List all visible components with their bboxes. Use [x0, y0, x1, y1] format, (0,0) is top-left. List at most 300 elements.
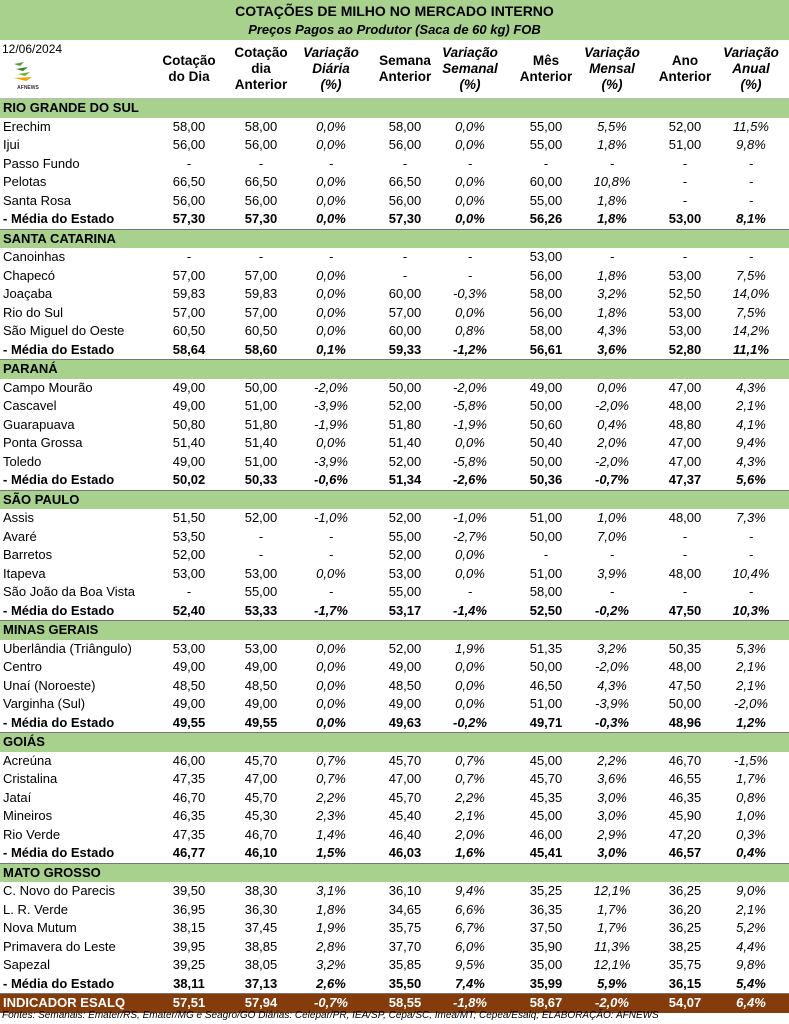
cell-col-1: 45,70 — [244, 789, 278, 805]
cell-col-2: 0,7% — [316, 771, 346, 786]
cell-col-2: -2,0% — [314, 379, 348, 395]
cell-col-4: -1,0% — [453, 510, 487, 525]
row-label: Pelotas — [3, 174, 47, 189]
cell-col-3: 45,40 — [388, 808, 422, 823]
cell-col-1: 59,83 — [244, 286, 278, 301]
cell-col-8: - — [748, 528, 754, 544]
cell-col-5: - — [543, 547, 549, 562]
row-label: Erechim — [3, 118, 51, 134]
cell-col-4: 1,9% — [455, 640, 485, 656]
table-row — [0, 938, 789, 957]
cell-col-7: 52,80 — [668, 341, 702, 357]
cell-col-1: 50,00 — [244, 379, 278, 395]
row-label: Varginha (Sul) — [3, 696, 86, 711]
cell-col-0: 57,00 — [172, 267, 206, 283]
cell-col-0: 57,30 — [172, 211, 206, 226]
cell-col-5: 46,00 — [529, 826, 563, 842]
cell-col-8: 5,3% — [736, 640, 766, 656]
cell-col-7: - — [682, 155, 688, 171]
row-label: Avaré — [3, 528, 37, 544]
cell-col-2: 0,0% — [316, 192, 346, 208]
row-label: Sapezal — [3, 957, 50, 972]
cell-col-7: 48,00 — [668, 659, 702, 674]
cell-col-4: 2,0% — [455, 826, 485, 842]
cell-col-2: 0,0% — [316, 211, 346, 226]
cell-col-3: 51,80 — [388, 416, 422, 432]
cell-col-7: 47,50 — [668, 602, 702, 618]
cell-col-7: 47,50 — [668, 677, 702, 693]
cell-col-5: - — [543, 155, 549, 171]
table-row — [0, 658, 789, 677]
cell-col-0: 66,50 — [172, 174, 206, 189]
cell-col-7: 48,80 — [668, 416, 702, 432]
cell-col-0: 49,00 — [172, 453, 206, 469]
cell-col-6: 4,3% — [597, 323, 627, 338]
cell-col-4: -1,9% — [453, 416, 487, 432]
cell-col-2: 0,0% — [316, 286, 346, 301]
cell-col-2: 0,0% — [316, 267, 346, 283]
cell-col-6: -2,0% — [595, 659, 629, 674]
section-title: MINAS GERAIS — [3, 622, 99, 637]
state-average-row — [0, 844, 789, 864]
cell-col-8: - — [748, 547, 754, 562]
cell-col-2: -3,9% — [314, 398, 348, 413]
cell-col-4: 0,0% — [455, 435, 485, 450]
cell-col-0: - — [186, 155, 192, 171]
cell-col-5: 49,00 — [529, 379, 563, 395]
cell-col-3: 48,50 — [388, 677, 422, 693]
cell-col-2: 0,0% — [316, 714, 346, 730]
cell-col-6: 5,9% — [597, 975, 627, 991]
cell-col-7: 46,35 — [668, 789, 702, 805]
cell-col-6: 3,6% — [597, 771, 627, 786]
cell-col-0: 53,50 — [172, 528, 206, 544]
cell-col-0: 59,83 — [172, 286, 206, 301]
cell-col-5: 49,71 — [529, 714, 563, 730]
cell-col-4: -0,2% — [453, 714, 487, 730]
cell-col-8: 7,5% — [736, 304, 766, 320]
cell-col-5: 35,99 — [529, 975, 563, 991]
row-label: Acreúna — [3, 752, 52, 768]
cell-col-0: 53,00 — [172, 565, 206, 581]
row-label: Jataí — [3, 789, 32, 805]
cell-col-7: 36,20 — [668, 901, 702, 917]
cell-col-8: 2,1% — [736, 659, 766, 674]
cell-col-8: - — [748, 584, 754, 599]
cell-col-2: 2,2% — [316, 789, 346, 805]
cell-col-0: 52,00 — [172, 547, 206, 562]
cell-col-5: 45,41 — [529, 845, 563, 860]
cell-col-0: - — [186, 584, 192, 599]
cell-col-8: 0,8% — [736, 789, 766, 805]
cell-col-8: 0,4% — [736, 845, 766, 860]
cell-col-8: - — [748, 192, 754, 208]
cell-col-0: 46,00 — [172, 752, 206, 768]
cell-col-1: 57,00 — [244, 267, 278, 283]
cell-col-4: 0,0% — [455, 565, 485, 581]
section-title: SANTA CATARINA — [3, 230, 116, 246]
cell-col-0: 39,25 — [172, 957, 206, 972]
cell-col-5: 45,00 — [529, 752, 563, 768]
cell-col-1: 51,00 — [244, 398, 278, 413]
cell-col-1: - — [258, 547, 264, 562]
cell-col-0: 39,50 — [172, 883, 206, 898]
cell-col-8: 4,4% — [736, 938, 766, 954]
cell-col-6: -3,9% — [595, 696, 629, 711]
section-header — [0, 621, 789, 640]
row-label: - Média do Estado — [3, 211, 115, 226]
state-average-row — [0, 975, 789, 995]
cell-col-1: - — [258, 528, 264, 544]
cell-col-2: 0,0% — [316, 659, 346, 674]
cell-col-7: 52,00 — [668, 118, 702, 134]
cell-col-2: - — [328, 528, 334, 544]
table-row — [0, 155, 789, 174]
cell-col-0: 56,00 — [172, 137, 206, 152]
column-header-5: Mês Anterior — [519, 53, 573, 84]
cell-col-3: 66,50 — [388, 174, 422, 189]
table-row — [0, 192, 789, 211]
cell-col-5: 45,00 — [529, 808, 563, 823]
cell-col-1: 66,50 — [244, 174, 278, 189]
cell-col-4: 0,0% — [455, 211, 485, 226]
cell-col-6: 1,8% — [597, 192, 627, 208]
table-row — [0, 379, 789, 398]
cell-col-8: 4,3% — [736, 379, 766, 395]
cell-col-1: 46,10 — [244, 845, 278, 860]
section-header — [0, 230, 789, 249]
cell-col-3: 56,00 — [388, 192, 422, 208]
table-row — [0, 565, 789, 584]
table-row — [0, 528, 789, 547]
cell-col-1: 52,00 — [244, 510, 278, 525]
cell-col-6: 3,6% — [597, 341, 627, 357]
section-title: RIO GRANDE DO SUL — [3, 100, 139, 115]
cell-col-6: 7,0% — [597, 528, 627, 544]
cell-col-3: 52,00 — [388, 510, 422, 525]
cell-col-6: 2,2% — [597, 752, 627, 768]
cell-col-5: 51,35 — [529, 640, 563, 656]
cell-col-3: 52,00 — [388, 398, 422, 413]
column-header-4: Variação Semanal (%) — [442, 45, 498, 92]
state-average-row — [0, 714, 789, 734]
cell-col-1: 57,00 — [244, 304, 278, 320]
cell-col-4: 7,4% — [455, 975, 485, 991]
cell-col-6: - — [609, 547, 615, 562]
cell-col-4: 9,5% — [455, 957, 485, 972]
cell-col-0: 50,80 — [172, 416, 206, 432]
cell-col-6: 2,9% — [597, 826, 627, 842]
cell-col-0: 49,00 — [172, 398, 206, 413]
row-label: - Média do Estado — [3, 602, 115, 618]
cell-col-4: -2,0% — [453, 379, 487, 395]
cell-col-7: 52,50 — [668, 286, 702, 301]
column-header-8: Variação Anual (%) — [723, 45, 779, 92]
logo-text: AFNEWS — [17, 85, 39, 91]
table-row — [0, 956, 789, 975]
cell-col-4: -0,3% — [453, 286, 487, 301]
column-header-6: Variação Mensal (%) — [584, 45, 640, 92]
cell-col-7: 48,00 — [668, 510, 702, 525]
cell-col-8: 5,2% — [736, 920, 766, 935]
row-label: Ponta Grossa — [3, 435, 83, 450]
cell-col-6: -0,2% — [595, 602, 629, 618]
cell-col-2: 1,9% — [316, 920, 346, 935]
cell-col-5: 56,26 — [529, 211, 563, 226]
cell-col-3: 57,00 — [388, 304, 422, 320]
cell-col-6: 3,0% — [597, 789, 627, 805]
cell-col-6: 1,7% — [597, 920, 627, 935]
cell-col-7: 36,15 — [668, 975, 702, 991]
cell-col-3: 55,00 — [388, 584, 422, 599]
cell-col-1: - — [258, 249, 264, 264]
cell-col-6: 1,8% — [597, 267, 627, 283]
cell-col-0: 57,00 — [172, 304, 206, 320]
cell-col-2: - — [328, 584, 334, 599]
row-label: Canoinhas — [3, 249, 66, 264]
cell-col-7: 47,37 — [668, 472, 702, 487]
cell-col-6: -2,0% — [595, 995, 629, 1010]
table-row — [0, 752, 789, 771]
cell-col-4: -5,8% — [453, 453, 487, 469]
cell-col-5: 53,00 — [529, 249, 563, 264]
cell-col-7: - — [682, 584, 688, 599]
row-label: Guarapuava — [3, 416, 75, 432]
cell-col-6: 11,3% — [594, 938, 630, 954]
state-average-row — [0, 471, 789, 491]
cell-col-5: 50,00 — [529, 398, 563, 413]
cell-col-2: -1,7% — [314, 602, 348, 618]
cell-col-4: 9,4% — [455, 883, 485, 898]
cell-col-3: - — [402, 249, 408, 264]
cell-col-4: -1,2% — [453, 341, 487, 357]
cell-col-2: 2,8% — [316, 938, 346, 954]
cell-col-7: - — [682, 174, 688, 189]
cell-col-0: 39,95 — [172, 938, 206, 954]
section-title: PARANÁ — [3, 361, 58, 376]
cell-col-8: 8,1% — [736, 211, 766, 226]
cell-col-2: - — [328, 155, 334, 171]
table-row — [0, 807, 789, 826]
cell-col-5: 50,00 — [529, 453, 563, 469]
cell-col-7: 53,00 — [668, 304, 702, 320]
table-row — [0, 901, 789, 920]
row-label: - Média do Estado — [3, 975, 115, 991]
table-row — [0, 136, 789, 155]
cell-col-7: 47,00 — [668, 379, 702, 395]
table-row — [0, 397, 789, 416]
cell-col-3: 60,00 — [388, 323, 422, 338]
cell-col-3: 35,75 — [388, 920, 422, 935]
cell-col-2: 3,1% — [316, 883, 346, 898]
cell-col-2: -3,9% — [314, 453, 348, 469]
cell-col-4: 6,6% — [455, 901, 485, 917]
cell-col-2: 0,0% — [316, 640, 346, 656]
cell-col-2: 2,6% — [316, 975, 346, 991]
cell-col-0: 49,00 — [172, 379, 206, 395]
section-header — [0, 491, 789, 510]
cell-col-8: 9,4% — [736, 435, 766, 450]
footer-sources: Fontes: Semanais: Emater/RS, Emater/MG e Seagro/GO Diárias: Celepar/PR, IEA/SP, Cepa/SC, Imea/MT; Cepea/Esalq; ELABORAÇÃO: AFNEWS — [2, 1010, 659, 1021]
cell-col-8: 11,5% — [733, 118, 769, 134]
cell-col-6: 3,0% — [597, 845, 627, 860]
table-row — [0, 416, 789, 435]
cell-col-4: -2,6% — [453, 472, 487, 487]
cell-col-2: 0,0% — [316, 696, 346, 711]
row-label: Passo Fundo — [3, 155, 80, 171]
cell-col-8: - — [748, 174, 754, 189]
date-label: 12/06/2024 — [2, 42, 63, 56]
row-label: Rio Verde — [3, 826, 61, 842]
cell-col-8: 5,4% — [736, 975, 766, 991]
cell-col-0: 46,77 — [172, 845, 206, 860]
cell-col-6: -0,3% — [595, 714, 629, 730]
row-label: INDICADOR ESALQ — [3, 995, 126, 1010]
cell-col-6: -2,0% — [595, 453, 629, 469]
cell-col-6: 10,8% — [593, 174, 631, 189]
table-row — [0, 583, 789, 602]
section-header — [0, 864, 789, 883]
cell-col-3: 52,00 — [388, 640, 422, 656]
cell-col-6: - — [609, 155, 615, 171]
cell-col-8: 1,7% — [736, 771, 766, 786]
cell-col-5: 55,00 — [529, 192, 563, 208]
cell-col-0: 47,35 — [172, 771, 206, 786]
cell-col-6: 0,0% — [597, 379, 627, 395]
cell-col-3: 35,50 — [388, 975, 422, 991]
table-row — [0, 285, 789, 304]
cell-col-2: 2,3% — [316, 808, 346, 823]
cell-col-5: 58,00 — [529, 323, 563, 338]
cell-col-3: 58,55 — [388, 995, 422, 1010]
row-label: - Média do Estado — [3, 472, 115, 487]
cell-col-2: 0,0% — [316, 304, 346, 320]
row-label: Ijui — [3, 137, 20, 152]
cell-col-3: 36,10 — [388, 883, 422, 898]
cell-col-7: 48,00 — [668, 398, 702, 413]
cell-col-8: 14,0% — [732, 286, 770, 301]
column-header-2: Variação Diária (%) — [303, 45, 359, 92]
cell-col-6: 3,2% — [597, 286, 627, 301]
cell-col-3: 45,70 — [388, 752, 422, 768]
table-row — [0, 173, 789, 192]
cell-col-4: 6,7% — [455, 920, 485, 935]
row-label: L. R. Verde — [3, 901, 69, 917]
row-label: Nova Mutum — [3, 920, 77, 935]
state-average-row — [0, 210, 789, 230]
cell-col-6: 1,7% — [597, 901, 627, 917]
cell-col-4: 0,7% — [455, 771, 485, 786]
cell-col-5: 55,00 — [529, 118, 563, 134]
cell-col-1: 58,00 — [244, 118, 278, 134]
table-row — [0, 267, 789, 286]
cell-col-5: 35,25 — [529, 883, 563, 898]
cell-col-4: 0,0% — [455, 659, 485, 674]
cell-col-0: 53,00 — [172, 640, 206, 656]
cell-col-3: 37,70 — [388, 938, 422, 954]
cell-col-0: 46,70 — [172, 789, 206, 805]
column-header — [0, 40, 789, 99]
cell-col-8: 7,5% — [736, 267, 766, 283]
cell-col-1: 53,00 — [244, 640, 278, 656]
cell-col-8: 1,0% — [736, 808, 766, 823]
cell-col-1: 38,05 — [244, 957, 278, 972]
cell-col-5: 36,35 — [529, 901, 563, 917]
row-label: Toledo — [3, 453, 42, 469]
cell-col-1: 46,70 — [244, 826, 278, 842]
cell-col-5: 50,40 — [529, 435, 563, 450]
cell-col-8: 2,1% — [736, 677, 766, 693]
row-label: São Miguel do Oeste — [3, 323, 125, 338]
section-header — [0, 99, 789, 118]
cell-col-8: - — [748, 155, 754, 171]
cell-col-1: 51,00 — [244, 453, 278, 469]
cell-col-8: 6,4% — [736, 995, 766, 1010]
cell-col-0: 52,40 — [172, 602, 206, 618]
cell-col-5: 51,00 — [529, 696, 563, 711]
cell-col-7: 46,57 — [668, 845, 702, 860]
cell-col-3: 49,00 — [388, 659, 422, 674]
table-row — [0, 304, 789, 323]
cell-col-3: 57,30 — [388, 211, 422, 226]
row-label: Assis — [3, 510, 35, 525]
cell-col-2: 0,0% — [316, 323, 346, 338]
cell-col-8: 0,3% — [736, 826, 766, 842]
cell-col-8: 2,1% — [736, 398, 766, 413]
row-label: Unaí (Noroeste) — [3, 677, 96, 693]
cell-col-6: 2,0% — [597, 435, 627, 450]
cell-col-3: 49,00 — [388, 696, 422, 711]
cell-col-7: 47,00 — [668, 453, 702, 469]
cell-col-5: 55,00 — [529, 137, 563, 152]
cell-col-6: 3,2% — [597, 640, 627, 656]
cell-col-7: - — [682, 528, 688, 544]
cell-col-6: 1,8% — [597, 304, 627, 320]
column-header-7: Ano Anterior — [658, 53, 712, 84]
cell-col-7: 50,00 — [668, 696, 702, 711]
cell-col-3: 34,65 — [388, 901, 422, 917]
cell-col-0: 49,00 — [172, 696, 206, 711]
section-title: SÃO PAULO — [3, 491, 80, 507]
section-header — [0, 733, 789, 752]
cell-col-2: 3,2% — [316, 957, 346, 972]
cell-col-0: 60,50 — [172, 323, 206, 338]
cell-col-8: 10,3% — [732, 602, 770, 618]
table-row — [0, 509, 789, 528]
cell-col-1: 47,00 — [244, 771, 278, 786]
cell-col-5: 50,00 — [529, 528, 563, 544]
cell-col-1: 38,30 — [244, 883, 278, 898]
cell-col-7: 46,70 — [668, 752, 702, 768]
cell-col-3: 47,00 — [388, 771, 422, 786]
cell-col-7: 47,00 — [668, 435, 702, 450]
cell-col-1: 36,30 — [244, 901, 278, 917]
afnews-logo — [8, 60, 48, 94]
table-row — [0, 695, 789, 714]
cell-col-3: 46,03 — [388, 845, 422, 860]
cell-col-0: 51,40 — [172, 435, 206, 450]
cell-col-3: 60,00 — [388, 286, 422, 301]
column-header-3: Semana Anterior — [378, 53, 432, 84]
cell-col-1: 45,30 — [244, 808, 278, 823]
row-label: Mineiros — [3, 808, 53, 823]
cell-col-5: 58,67 — [529, 995, 563, 1010]
row-label: Joaçaba — [3, 286, 53, 301]
cell-col-8: -2,0% — [734, 696, 768, 711]
cell-col-3: 46,40 — [388, 826, 422, 842]
cell-col-6: -0,7% — [595, 472, 629, 487]
cell-col-1: 60,50 — [244, 323, 278, 338]
